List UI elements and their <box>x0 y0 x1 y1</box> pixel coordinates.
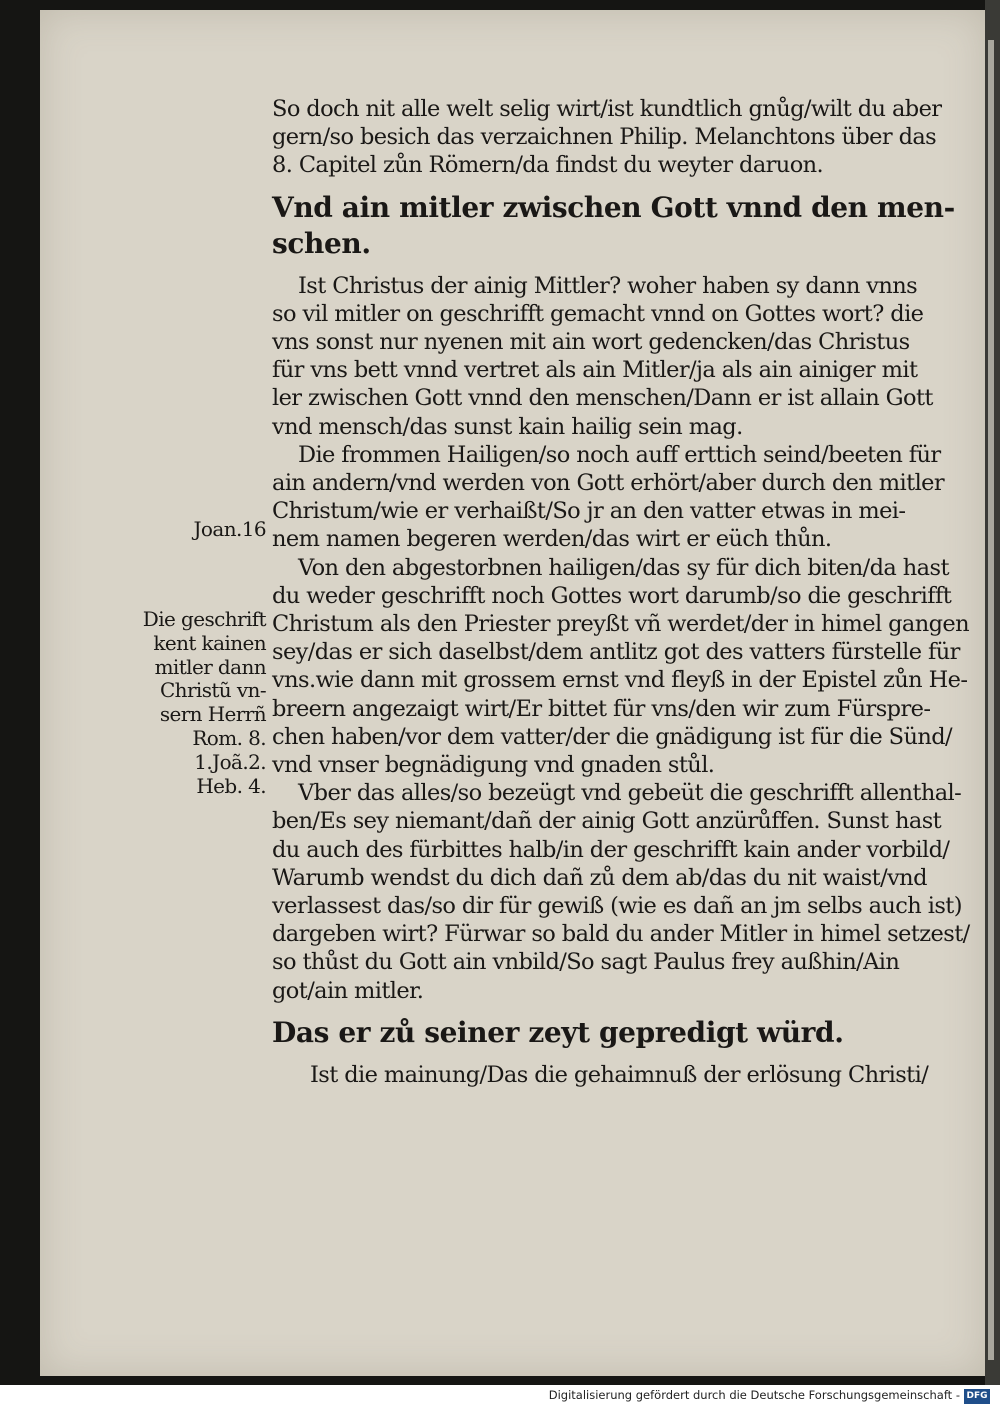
margin-note-reference <box>130 518 266 542</box>
text-line: vns sonst nur nyenen mit ain wort gedencken/das Christus <box>272 329 910 356</box>
margin-note-line: sern Herrñ <box>159 702 266 727</box>
footer-bar <box>0 1385 1000 1410</box>
text-line: sey/das er sich daselbst/dem antlitz got des vatters fürstelle für <box>272 639 960 666</box>
text-line: breern angezaigt wirt/Er bittet für vns/den wir zum Fürspre- <box>272 695 931 722</box>
margin-note-line: Christũ vn- <box>159 678 266 703</box>
text-line: so thůst du Gott ain vnbild/So sagt Paulus frey außhin/Ain <box>272 949 900 976</box>
text-line: für vns bett vnnd vertret als ain Mitler/ja als ain ainiger mit <box>272 357 918 384</box>
section-heading: Vnd ain mitler zwischen Gott vnnd den men- <box>272 190 955 224</box>
section-heading: schen. <box>272 226 371 260</box>
text-line: vnd vnser begnädigung vnd gnaden stůl. <box>272 752 715 779</box>
text-line: ain andern/vnd werden von Gott erhört/aber durch den mitler <box>272 470 945 497</box>
text-line: du auch des fürbittes halb/in der geschrifft kain ander vorbild/ <box>272 836 950 863</box>
text-line: ler zwischen Gott vnnd den menschen/Dann er ist allain Gott <box>272 385 933 412</box>
text-line: nem namen begeren werden/das wirt er eüch thůn. <box>272 526 832 553</box>
margin-note-line: 1.Joã.2. <box>194 749 266 774</box>
dfg-logo: DFG <box>964 1389 990 1404</box>
adjacent-page-strip <box>988 40 994 1360</box>
text-line: ben/Es sey niemant/dañ der ainig Gott anzürůffen. Sunst hast <box>272 808 942 835</box>
margin-note-line: Heb. 4. <box>196 773 266 798</box>
text-line: Christum als den Priester preyßt vñ werdet/der in himel gangen <box>272 611 970 638</box>
text-line: vns.wie dann mit grossem ernst vnd fleyß in der Epistel zůn He- <box>272 667 968 694</box>
text-line: Ist Christus der ainig Mittler? woher haben sy dann vnns <box>298 272 918 299</box>
text-line: dargeben wirt? Fürwar so bald du ander Mitler in himel setzest/ <box>272 921 970 948</box>
text-line: Vber das alles/so bezeügt vnd gebeüt die geschrifft allenthal- <box>298 780 962 807</box>
text-line: So doch nit alle welt selig wirt/ist kundtlich gnůg/wilt du aber <box>272 96 942 122</box>
text-line: so vil mitler on geschrifft gemacht vnnd on Gottes wort? die <box>272 300 924 327</box>
margin-note-gloss <box>130 608 266 798</box>
margin-note-line: mitler dann <box>154 654 266 679</box>
text-line: Ist die mainung/Das die gehaimnuß der erlösung Christi/ <box>310 1061 929 1088</box>
text-line: chen haben/vor dem vatter/der die gnädigung ist für die Sünd/ <box>272 723 953 750</box>
text-line: du weder geschrifft noch Gottes wort darumb/so die geschrifft <box>272 582 952 609</box>
text-line: 8. Capitel zůn Römern/da findst du weyter daruon. <box>272 152 824 179</box>
text-line: Christum/wie er verhaißt/So jr an den vatter etwas in mei- <box>272 498 906 525</box>
margin-note-line: Joan.16 <box>193 517 266 541</box>
text-line: gern/so besich das verzaichnen Philip. Melanchtons über das <box>272 124 937 151</box>
section-heading: Das er zů seiner zeyt gepredigt würd. <box>272 1015 844 1049</box>
margin-note-line: kent kainen <box>153 630 266 655</box>
main-text-block <box>272 95 970 1089</box>
text-line: got/ain mitler. <box>272 977 424 1004</box>
margin-note-line: Die geschrift <box>142 607 266 631</box>
text-line: vnd mensch/das sunst kain hailig sein mag. <box>272 413 743 440</box>
text-line: Warumb wendst du dich dañ zů dem ab/das du nit waist/vnd <box>272 864 927 891</box>
text-line: Die frommen Hailigen/so noch auff erttich seind/beeten für <box>298 441 941 468</box>
text-line: verlassest das/so dir für gewiß (wie es dañ an jm selbs auch ist) <box>272 893 962 920</box>
margin-note-line: Rom. 8. <box>192 725 266 750</box>
funding-credit: Digitalisierung gefördert durch die Deutsche Forschungsgemeinschaft - <box>548 1388 960 1402</box>
text-line: Von den abgestorbnen hailigen/das sy für dich biten/da hast <box>298 554 949 581</box>
